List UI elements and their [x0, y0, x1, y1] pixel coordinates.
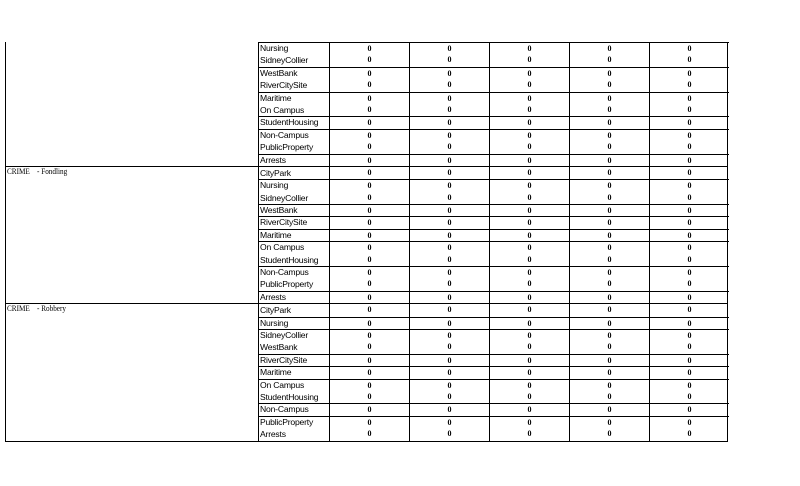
count-cell: 0 [410, 68, 490, 79]
count-cell: 0 [570, 167, 650, 179]
count-cell: 0 [410, 380, 490, 391]
count-cell: 0 [410, 242, 490, 253]
location-label: Maritime [259, 230, 330, 241]
category-label: CRIME - Fondling [7, 167, 68, 176]
table-row [259, 116, 729, 128]
count-cell: 0 [410, 205, 490, 216]
count-cell: 0 [410, 254, 490, 266]
count-cell: 0 [687, 279, 692, 289]
table-row [259, 403, 729, 415]
table-row [259, 241, 729, 253]
count-cell: 0 [410, 417, 490, 428]
count-cell: 0 [490, 192, 570, 204]
count-cell: 0 [687, 181, 692, 191]
count-cell: 0 [570, 304, 650, 316]
count-cell: 0 [490, 355, 570, 366]
location-label: PublicProperty [259, 278, 330, 290]
count-cell: 0 [490, 391, 570, 403]
count-cell: 0 [490, 428, 570, 440]
location-label: On Campus [259, 104, 330, 116]
count-cell: 0 [410, 330, 490, 341]
count-cell: 0 [490, 318, 570, 329]
count-cell: 0 [490, 417, 570, 428]
count-cell: 0 [410, 104, 490, 116]
count-cell: 0 [490, 167, 570, 179]
location-label: Non-Campus [259, 267, 330, 278]
table-row [259, 266, 729, 278]
location-label: Nursing [259, 180, 330, 191]
count-cell: 0 [687, 142, 692, 152]
count-cell: 0 [687, 405, 692, 415]
count-cell: 0 [687, 368, 692, 378]
count-cell: 0 [330, 180, 410, 191]
count-cell: 0 [330, 330, 410, 341]
count-cell: 0 [330, 104, 410, 116]
table-row [259, 278, 729, 290]
count-cell: 0 [687, 155, 692, 165]
count-cell: 0 [570, 267, 650, 278]
count-cell: 0 [330, 267, 410, 278]
count-cell: 0 [330, 43, 410, 54]
location-label: Arrests [259, 428, 330, 440]
count-cell: 0 [330, 404, 410, 415]
location-label: CityPark [259, 304, 330, 316]
count-cell: 0 [410, 155, 490, 166]
count-cell: 0 [410, 79, 490, 91]
table-row [259, 391, 729, 403]
category-block [5, 166, 728, 303]
count-cell: 0 [687, 380, 692, 390]
count-cell: 0 [570, 155, 650, 166]
table-row [259, 141, 729, 153]
location-rows [258, 304, 729, 440]
count-cell: 0 [410, 428, 490, 440]
table-row [259, 42, 729, 54]
count-cell: 0 [687, 68, 692, 78]
count-cell: 0 [570, 205, 650, 216]
count-cell: 0 [410, 230, 490, 241]
location-label: SidneyCollier [259, 192, 330, 204]
count-cell: 0 [570, 242, 650, 253]
count-cell: 0 [490, 380, 570, 391]
count-cell: 0 [570, 68, 650, 79]
count-cell: 0 [570, 192, 650, 204]
count-cell: 0 [687, 206, 692, 216]
count-cell: 0 [570, 318, 650, 329]
table-row [259, 154, 729, 166]
count-cell: 0 [490, 367, 570, 378]
count-cell: 0 [330, 341, 410, 353]
count-cell: 0 [687, 93, 692, 103]
count-cell: 0 [490, 205, 570, 216]
count-cell: 0 [330, 130, 410, 141]
location-label: SidneyCollier [259, 54, 330, 66]
count-cell: 0 [687, 243, 692, 253]
table-row [259, 179, 729, 191]
count-cell: 0 [570, 380, 650, 391]
count-cell: 0 [330, 254, 410, 266]
count-cell: 0 [570, 130, 650, 141]
location-label: On Campus [259, 242, 330, 253]
count-cell: 0 [490, 217, 570, 228]
count-cell: 0 [570, 117, 650, 128]
count-cell: 0 [410, 355, 490, 366]
count-cell: 0 [570, 404, 650, 415]
count-cell: 0 [330, 79, 410, 91]
count-cell: 0 [687, 254, 692, 264]
count-cell: 0 [490, 267, 570, 278]
category-cell [6, 42, 258, 166]
table-row [259, 317, 729, 329]
count-cell: 0 [410, 192, 490, 204]
count-cell: 0 [687, 417, 692, 427]
count-cell: 0 [687, 230, 692, 240]
table-row [259, 366, 729, 378]
count-cell: 0 [687, 130, 692, 140]
count-cell: 0 [410, 304, 490, 316]
count-cell: 0 [410, 180, 490, 191]
count-cell: 0 [570, 428, 650, 440]
table-row [259, 416, 729, 428]
count-cell: 0 [410, 43, 490, 54]
count-cell: 0 [570, 93, 650, 104]
count-cell: 0 [410, 117, 490, 128]
location-label: StudentHousing [259, 254, 330, 266]
count-cell: 0 [330, 155, 410, 166]
count-cell: 0 [687, 330, 692, 340]
count-cell: 0 [570, 141, 650, 153]
count-cell: 0 [410, 217, 490, 228]
count-cell: 0 [330, 428, 410, 440]
location-label: Arrests [259, 292, 330, 303]
location-label: WestBank [259, 341, 330, 353]
count-cell: 0 [687, 55, 692, 65]
count-cell: 0 [570, 417, 650, 428]
count-cell: 0 [687, 391, 692, 401]
count-cell: 0 [570, 54, 650, 66]
location-label: RiverCitySite [259, 355, 330, 366]
count-cell: 0 [570, 104, 650, 116]
count-cell: 0 [410, 318, 490, 329]
table-row [259, 204, 729, 216]
count-cell: 0 [687, 218, 692, 228]
count-cell: 0 [687, 167, 692, 177]
count-cell: 0 [570, 43, 650, 54]
table-row [259, 67, 729, 79]
table-row [259, 379, 729, 391]
count-cell: 0 [687, 268, 692, 278]
table-row [259, 428, 729, 440]
table-row [259, 329, 729, 341]
count-cell: 0 [410, 54, 490, 66]
count-cell: 0 [490, 404, 570, 415]
count-cell: 0 [330, 417, 410, 428]
count-cell: 0 [687, 292, 692, 302]
table-row [259, 304, 729, 316]
count-cell: 0 [330, 391, 410, 403]
table-row [259, 92, 729, 104]
count-cell: 0 [410, 391, 490, 403]
count-cell: 0 [490, 54, 570, 66]
count-cell: 0 [330, 318, 410, 329]
count-cell: 0 [570, 79, 650, 91]
count-cell: 0 [330, 117, 410, 128]
count-cell: 0 [687, 355, 692, 365]
count-cell: 0 [490, 230, 570, 241]
count-cell: 0 [410, 130, 490, 141]
count-cell: 0 [330, 167, 410, 179]
count-cell: 0 [490, 68, 570, 79]
category-block [5, 42, 728, 166]
location-label: Nursing [259, 318, 330, 329]
count-cell: 0 [570, 230, 650, 241]
count-cell: 0 [570, 367, 650, 378]
count-cell: 0 [570, 355, 650, 366]
count-cell: 0 [687, 429, 692, 439]
count-cell: 0 [490, 79, 570, 91]
count-cell: 0 [330, 217, 410, 228]
count-cell: 0 [410, 404, 490, 415]
table-row [259, 167, 729, 179]
location-label: PublicProperty [259, 417, 330, 428]
table-row [259, 341, 729, 353]
location-label: Arrests [259, 155, 330, 166]
table-row [259, 229, 729, 241]
location-label: StudentHousing [259, 391, 330, 403]
location-rows [258, 167, 729, 303]
table-row [259, 216, 729, 228]
count-cell: 0 [410, 267, 490, 278]
count-cell: 0 [410, 278, 490, 290]
location-label: WestBank [259, 68, 330, 79]
count-cell: 0 [330, 93, 410, 104]
count-cell: 0 [490, 254, 570, 266]
count-cell: 0 [490, 130, 570, 141]
category-cell [6, 167, 258, 303]
count-cell: 0 [570, 391, 650, 403]
location-label: CityPark [259, 167, 330, 179]
count-cell: 0 [330, 141, 410, 153]
count-cell: 0 [570, 278, 650, 290]
count-cell: 0 [490, 304, 570, 316]
count-cell: 0 [330, 192, 410, 204]
count-cell: 0 [490, 155, 570, 166]
location-label: RiverCitySite [259, 217, 330, 228]
count-cell: 0 [330, 380, 410, 391]
count-cell: 0 [490, 43, 570, 54]
count-cell: 0 [570, 341, 650, 353]
count-cell: 0 [490, 104, 570, 116]
location-label: SidneyCollier [259, 330, 330, 341]
count-cell: 0 [490, 117, 570, 128]
location-label: On Campus [259, 380, 330, 391]
count-cell: 0 [330, 54, 410, 66]
count-cell: 0 [687, 44, 692, 53]
count-cell: 0 [490, 278, 570, 290]
count-cell: 0 [490, 292, 570, 303]
table-row [259, 54, 729, 66]
count-cell: 0 [490, 93, 570, 104]
count-cell: 0 [570, 254, 650, 266]
table-row [259, 129, 729, 141]
count-cell: 0 [490, 341, 570, 353]
table-row [259, 192, 729, 204]
category-cell [6, 304, 258, 440]
location-label: PublicProperty [259, 141, 330, 153]
count-cell: 0 [330, 230, 410, 241]
location-label: Maritime [259, 93, 330, 104]
count-cell: 0 [410, 93, 490, 104]
count-cell: 0 [687, 318, 692, 328]
count-cell: 0 [570, 330, 650, 341]
count-cell: 0 [330, 68, 410, 79]
count-cell: 0 [490, 141, 570, 153]
count-cell: 0 [570, 180, 650, 191]
count-cell: 0 [410, 141, 490, 153]
count-cell: 0 [687, 80, 692, 90]
count-cell: 0 [490, 180, 570, 191]
count-cell: 0 [410, 341, 490, 353]
count-cell: 0 [687, 342, 692, 352]
count-cell: 0 [687, 305, 692, 315]
count-cell: 0 [687, 104, 692, 114]
table-row [259, 104, 729, 116]
count-cell: 0 [570, 292, 650, 303]
count-cell: 0 [687, 118, 692, 128]
count-cell: 0 [410, 367, 490, 378]
count-cell: 0 [490, 330, 570, 341]
count-cell: 0 [330, 278, 410, 290]
location-label: Non-Campus [259, 404, 330, 415]
table-row [259, 291, 729, 303]
table-row [259, 354, 729, 366]
count-cell: 0 [330, 242, 410, 253]
count-cell: 0 [330, 292, 410, 303]
table-row [259, 254, 729, 266]
location-rows [258, 42, 729, 166]
count-cell: 0 [330, 304, 410, 316]
count-cell: 0 [687, 192, 692, 202]
count-cell: 0 [330, 355, 410, 366]
count-cell: 0 [410, 167, 490, 179]
count-cell: 0 [330, 367, 410, 378]
location-label: StudentHousing [259, 117, 330, 128]
location-label: Non-Campus [259, 130, 330, 141]
category-block [5, 303, 728, 441]
crime-statistics-table [5, 42, 728, 442]
count-cell: 0 [410, 292, 490, 303]
location-label: RiverCitySite [259, 79, 330, 91]
count-cell: 0 [330, 205, 410, 216]
location-label: Nursing [259, 43, 330, 54]
location-label: WestBank [259, 205, 330, 216]
location-label: Maritime [259, 367, 330, 378]
count-cell: 0 [570, 217, 650, 228]
category-label: CRIME - Robbery [7, 304, 67, 313]
count-cell: 0 [490, 242, 570, 253]
table-row [259, 79, 729, 91]
